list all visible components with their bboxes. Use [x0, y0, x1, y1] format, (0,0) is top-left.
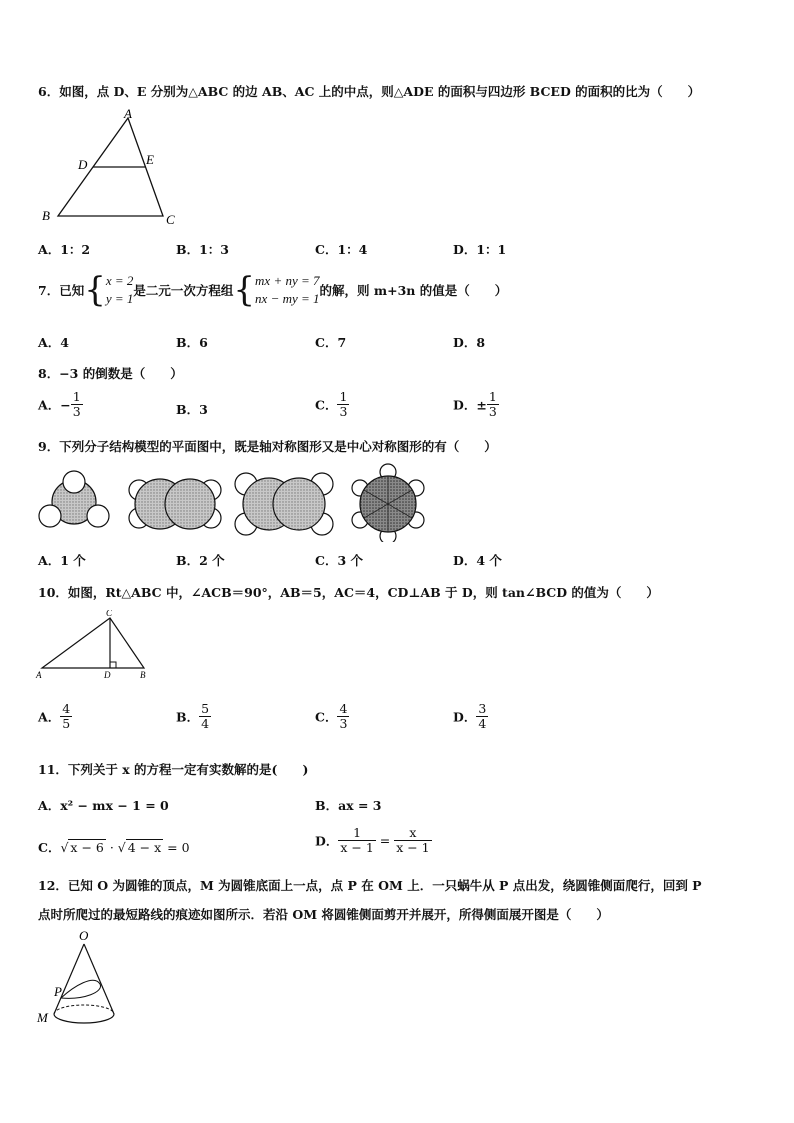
q11-stem: 11．下列关于 x 的方程一定有实数解的是( )	[38, 762, 309, 777]
q9-option-b: B．2 个	[176, 553, 225, 568]
q10-right-triangle-figure	[34, 610, 154, 682]
molecule-2	[129, 479, 221, 529]
q10-label-c: C	[106, 610, 113, 618]
q6-stem: 6．如图，点 D、E 分别为△ABC 的边 AB、AC 上的中点，则△ADE 的面积与四边形 BCED 的面积的比为（ ）	[38, 84, 701, 99]
q6-label-e: E	[146, 152, 154, 167]
molecule-3	[235, 473, 333, 535]
q9-option-a: A．1 个	[38, 553, 86, 568]
q8-option-b: B．3	[176, 402, 208, 417]
q11-option-c: C．√ x − 6 · √ 4 − x = 0	[38, 840, 190, 855]
q9-option-c: C．3 个	[315, 553, 363, 568]
q9-option-d: D．4 个	[453, 553, 502, 568]
q8-option-a: A．− $\frac{1}{3}$	[38, 389, 81, 419]
q10-label-a: A	[36, 670, 42, 680]
q11-option-a: A．x² − mx − 1 = 0	[38, 798, 169, 813]
molecule-4	[352, 464, 424, 542]
molecule-1	[39, 471, 109, 527]
q12-cone-figure	[34, 928, 124, 1028]
q12-label-p: P	[54, 984, 62, 999]
q10-label-d: D	[104, 670, 111, 680]
q12-label-o: O	[79, 928, 89, 943]
q10-option-d: D． $\frac{3}{4}$	[453, 701, 487, 731]
q7-option-c: C．7	[315, 335, 347, 350]
q12-line-1: 12．已知 O 为圆锥的顶点，M 为圆锥底面上一点，点 P 在 OM 上．一只蜗牛从 P 点出发，绕圆锥侧面爬行，回到 P	[38, 878, 702, 893]
q10-option-b: B． $\frac{5}{4}$	[176, 701, 210, 731]
q6-option-c: C．1：4	[315, 242, 368, 257]
q8-option-d: D．± $\frac{1}{3}$	[453, 389, 497, 419]
q10-stem: 10．如图，Rt△ABC 中，∠ACB＝90°，AB＝5，AC＝4，CD⊥AB 于 D，则 tan∠BCD 的值为（ ）	[38, 585, 659, 600]
q9-molecule-figures	[36, 462, 431, 542]
q7-option-a: A．4	[38, 335, 69, 350]
q8-option-c: C． $\frac{1}{3}$	[315, 389, 348, 419]
q10-label-b: B	[140, 670, 146, 680]
q8-stem: 8．−3 的倒数是（ ）	[38, 366, 183, 381]
q6-triangle-figure	[38, 108, 188, 228]
q6-option-a: A．1：2	[38, 242, 91, 257]
q10-option-c: C． $\frac{4}{3}$	[315, 701, 348, 731]
q6-label-d: D	[78, 157, 88, 172]
q6-option-d: D．1：1	[453, 242, 507, 257]
q6-label-c: C	[166, 212, 175, 227]
q9-stem: 9．下列分子结构模型的平面图中，既是轴对称图形又是中心对称图形的有（ ）	[38, 439, 497, 454]
q7-stem: 7．已知{ x = 2 y = 1 是二元一次方程组{ mx + ny = 7 nx − my = 1 的解，则 m+3n 的值是（ ）	[38, 270, 508, 310]
q11-option-d: D． $\frac{1}{x - 1}$ = $\frac{x}{x - 1}$	[315, 825, 430, 855]
q6-option-b: B．1：3	[176, 242, 229, 257]
q7-option-b: B．6	[176, 335, 208, 350]
q10-option-a: A． $\frac{4}{5}$	[38, 701, 71, 731]
q12-line-2: 点时所爬过的最短路线的痕迹如图所示．若沿 OM 将圆锥侧面剪开并展开，所得侧面展开图是（ ）	[38, 907, 609, 922]
q11-option-b: B．ax = 3	[315, 798, 382, 813]
q6-label-b: B	[42, 208, 50, 223]
q12-label-m: M	[37, 1010, 48, 1025]
q6-label-a: A	[124, 108, 132, 121]
q7-option-d: D．8	[453, 335, 486, 350]
